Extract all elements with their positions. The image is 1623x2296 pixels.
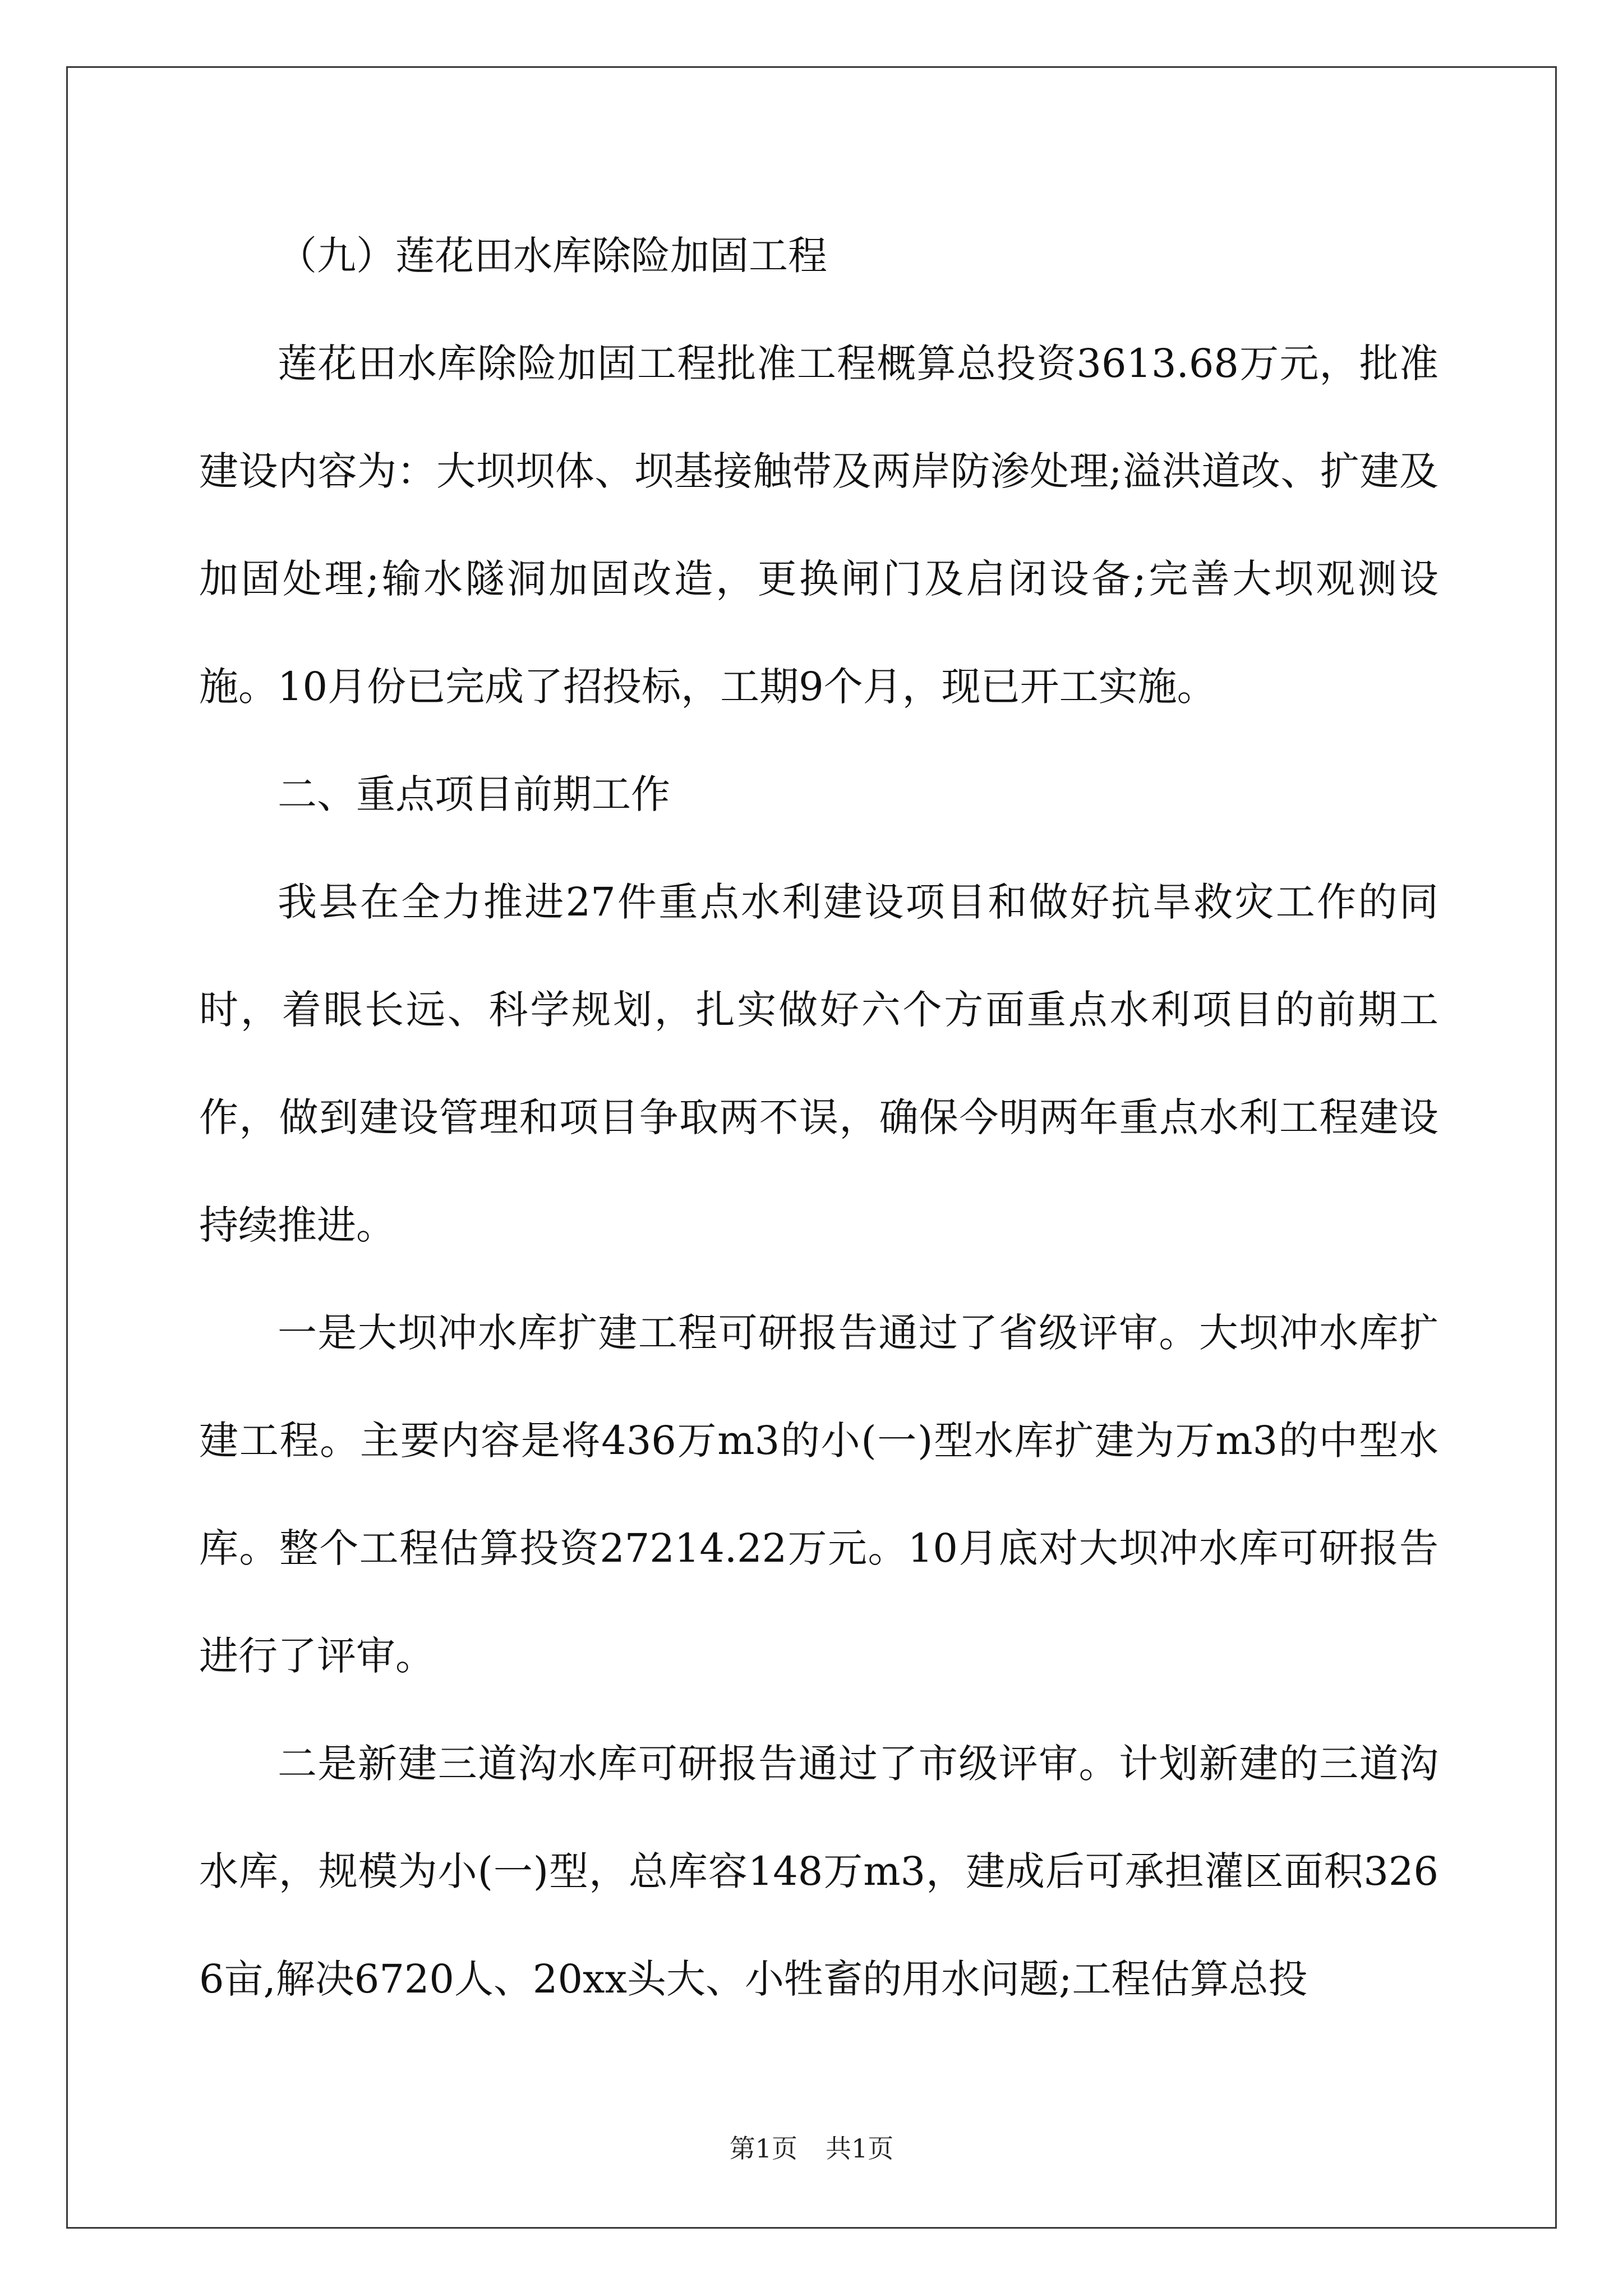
- page-number: 第1页: [729, 2133, 797, 2164]
- paragraph-key-projects: 我县在全力推进27件重点水利建设项目和做好抗旱救灾工作的同时，着眼长远、科学规划，扎实做好六个方面重点水利项目的前期工作，做到建设管理和项目争取两不误，确保今明两年重点水利工程建设持续推进。: [199, 879, 1438, 1248]
- section-heading-two: 二、重点项目前期工作: [278, 771, 670, 817]
- section-heading-nine: （九）莲花田水库除险加固工程: [278, 233, 827, 279]
- paragraph-lianhuatian: 莲花田水库除险加固工程批准工程概算总投资3613.68万元，批准建设内容为：大坝坝体、坝基接触带及两岸防渗处理;溢洪道改、扩建及加固处理;输水隧洞加固改造，更换闸门及启闭设备;完善大坝观测设施。10月份已完成了招投标，工期9个月，现已开工实施。: [199, 341, 1438, 710]
- page-footer: [0, 2132, 1623, 2165]
- page-total: 共1页: [826, 2133, 894, 2164]
- paragraph-sandaogou: 二是新建三道沟水库可研报告通过了市级评审。计划新建的三道沟水库，规模为小(一)型，总库容148万m3，建成后可承担灌区面积3266亩,解决6720人、20xx头大、小牲畜的用水问题;工程估算总投: [199, 1741, 1438, 2002]
- paragraph-dabachong: 一是大坝冲水库扩建工程可研报告通过了省级评审。大坝冲水库扩建工程。主要内容是将436万m3的小(一)型水库扩建为万m3的中型水库。整个工程估算投资27214.22万元。10月底对大坝冲水库可研报告进行了评审。: [199, 1310, 1438, 1679]
- document-body: [199, 202, 1438, 2033]
